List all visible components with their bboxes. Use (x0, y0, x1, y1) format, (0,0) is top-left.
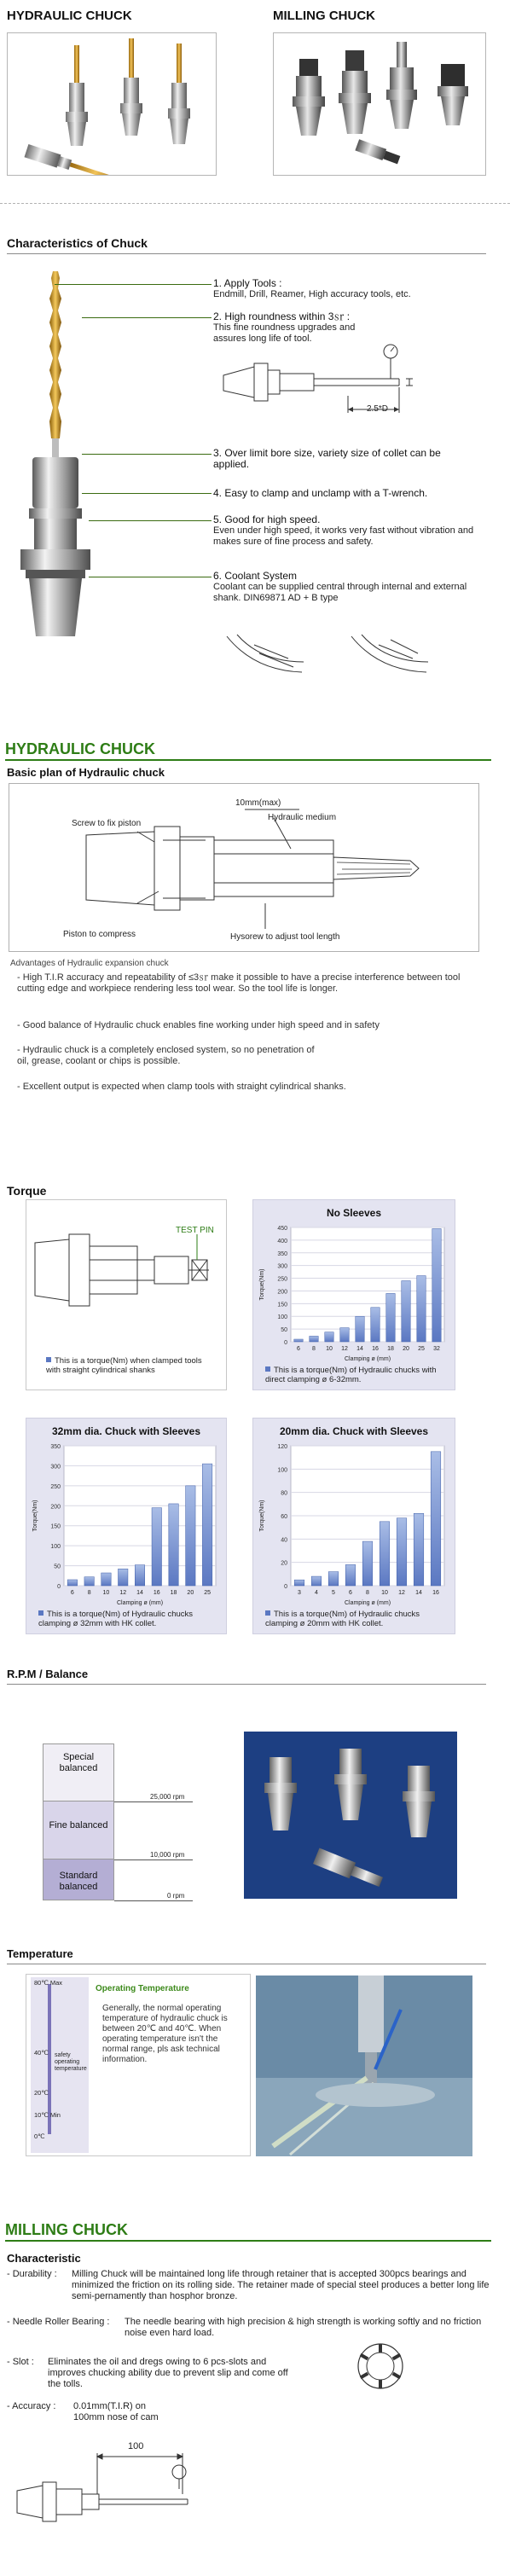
y-tick-label: 60 (281, 1514, 287, 1520)
y-axis-label: Torque(Nm) (32, 1500, 38, 1532)
y-tick-label: 0 (284, 1340, 287, 1346)
rpm-line-25000 (114, 1801, 193, 1802)
caption-square (46, 1357, 51, 1362)
char-item-1-body: Endmill, Drill, Reamer, High accuracy tools, etc. (213, 289, 411, 299)
char-item-6-body: Coolant can be supplied central through internal and external shank. DIN69871 AD + B type (213, 582, 467, 603)
x-tick-label: 12 (119, 1590, 127, 1596)
chuck-illustration (9, 271, 102, 638)
advantage-2: - Good balance of Hydraulic chuck enables fine working under high speed and in safety (17, 1020, 380, 1030)
y-tick-label: 0 (284, 1584, 287, 1590)
slot-text: Eliminates the oil and dregs owing to 6 pcs-slots and improves chucking ability due to prevent slip and come off the tolls. (48, 2357, 288, 2389)
x-tick-label: 18 (170, 1590, 177, 1596)
y-tick-label: 400 (277, 1238, 287, 1244)
operating-temperature-body: Generally, the normal operating temperature of hydraulic chuck is between 20℃ and 40℃. When operating temperature isn't the normal range, pls ask technical information. (102, 2004, 228, 2064)
char-item-2 (213, 311, 375, 345)
test-panel-caption (46, 1356, 213, 1375)
basic-plan-diagram (9, 783, 479, 952)
temp-scale-0: 0℃ (34, 2132, 45, 2140)
leader-line-4 (82, 493, 212, 494)
y-tick-label: 200 (50, 1504, 61, 1511)
bar (84, 1577, 94, 1586)
coolant-system-sketches (220, 628, 476, 679)
char-item-4-lead: 4. Easy to clamp and unclamp with a T-wrench. (213, 487, 428, 499)
x-tick-label: 6 (349, 1590, 352, 1596)
x-tick-label: 16 (153, 1590, 160, 1596)
label-piston: Piston to compress (63, 930, 136, 939)
x-tick-label: 20 (187, 1590, 194, 1596)
x-tick-label: 32 (433, 1346, 440, 1352)
char-item-1-lead: 1. Apply Tools : (213, 277, 282, 289)
x-tick-label: 12 (398, 1590, 405, 1596)
caption-square (265, 1366, 270, 1372)
rpm-label-0: 0 rpm (167, 1892, 185, 1900)
durability-lead: - Durability : (7, 2269, 57, 2279)
x-tick-label: 16 (432, 1590, 439, 1596)
y-tick-label: 250 (277, 1276, 287, 1283)
y-tick-label: 450 (277, 1226, 287, 1232)
char-item-3-lead: 3. Over limit bore size, variety size of collet can be applied. (213, 447, 441, 470)
bar (417, 1276, 426, 1342)
x-tick-label: 6 (70, 1590, 74, 1596)
bar (186, 1486, 195, 1586)
y-tick-label: 40 (281, 1537, 287, 1544)
balanced-chucks-photo (244, 1732, 457, 1899)
leader-line-1 (55, 284, 212, 285)
chart-caption-no-sleeves (265, 1366, 444, 1384)
bar (340, 1328, 349, 1342)
bar (402, 1281, 410, 1342)
temperature-title: Temperature (7, 1947, 73, 1960)
y-tick-label: 20 (281, 1560, 287, 1567)
x-tick-label: 8 (312, 1346, 316, 1352)
chart-caption-text: This is a torque(Nm) of Hydraulic chucks with direct clamping ø 6-32mm. (265, 1366, 437, 1384)
rpm-balance-rule (7, 1684, 486, 1685)
label-screw: Screw to fix piston (72, 819, 142, 828)
char-item-2-lead: 2. High roundness within 3㏛ : (213, 310, 351, 322)
characteristics-title: Characteristics of Chuck (7, 236, 148, 250)
y-tick-label: 200 (277, 1289, 287, 1296)
basic-plan-title: Basic plan of Hydraulic chuck (7, 766, 165, 779)
slot-lead: - Slot : (7, 2357, 34, 2367)
bar (328, 1572, 339, 1586)
advantages-title: Advantages of Hydraulic expansion chuck (10, 959, 169, 968)
hydraulic-section-title: HYDRAULIC CHUCK (5, 740, 155, 757)
chart-title-20mm: 20mm dia. Chuck with Sleeves (279, 1425, 429, 1437)
char-item-1 (213, 278, 478, 300)
bar (414, 1513, 424, 1586)
rpm-line-10000 (114, 1859, 193, 1860)
x-tick-label: 14 (356, 1346, 363, 1352)
bar (380, 1522, 390, 1586)
x-axis-label: Clamping ø (mm) (344, 1356, 391, 1362)
y-tick-label: 150 (50, 1523, 61, 1530)
bar (325, 1332, 333, 1342)
x-tick-label: 18 (387, 1346, 394, 1352)
advantage-1: - High T.I.R accuracy and repeatability of ≤3㏛ make it possible to have a precise interference between tool cutting edge and workpiece rendering less tool wear. So the tool life is longer. (17, 972, 461, 994)
milling-section-rule (5, 2240, 491, 2242)
chart-caption-text: This is a torque(Nm) of Hydraulic chucks clamping ø 20mm with HK collet. (265, 1610, 420, 1628)
y-tick-label: 120 (277, 1444, 287, 1450)
roundness-diagram (220, 341, 433, 435)
x-tick-label: 8 (87, 1590, 91, 1596)
characteristics-rule (7, 253, 486, 254)
milling-characteristic-title: Characteristic (7, 2252, 81, 2265)
label-hysorew: Hysorew to adjust tool length (230, 932, 340, 942)
leader-line-3 (82, 454, 212, 455)
safety-operating-label: safety operating temperature (55, 2052, 87, 2072)
y-tick-label: 0 (57, 1584, 61, 1590)
bar (311, 1576, 322, 1586)
y-tick-label: 150 (277, 1302, 287, 1308)
bar (294, 1580, 304, 1586)
bar (67, 1580, 77, 1586)
x-tick-label: 8 (366, 1590, 369, 1596)
dim-label-25d: 2.5*D (367, 404, 389, 414)
y-tick-label: 50 (281, 1327, 287, 1334)
test-caption-text: This is a torque(Nm) when clamped tools with straight cylindrical shanks (46, 1356, 202, 1375)
bar (356, 1316, 364, 1342)
chart-20mm (253, 1437, 456, 1608)
y-tick-label: 100 (277, 1467, 287, 1474)
hydraulic-chucks-photo (7, 32, 217, 176)
bar (431, 1452, 441, 1586)
rpm-label-25000: 25,000 rpm (150, 1793, 185, 1801)
milling-chuck-header: MILLING CHUCK (273, 9, 375, 23)
rpm-balance-title: R.P.M / Balance (7, 1668, 89, 1680)
y-axis-label: Torque(Nm) (259, 1500, 265, 1532)
char-item-2-body: This fine roundness upgrades and assures long life of tool. (213, 322, 356, 344)
y-tick-label: 50 (54, 1564, 61, 1570)
temp-scale-10: 10℃ Min (34, 2111, 61, 2119)
x-axis-label: Clamping ø (mm) (116, 1600, 164, 1606)
bar (310, 1336, 318, 1342)
operating-temperature-title: Operating Temperature (96, 1984, 189, 1993)
y-tick-label: 300 (277, 1263, 287, 1270)
x-tick-label: 5 (332, 1590, 335, 1596)
x-tick-label: 12 (341, 1346, 348, 1352)
test-pin-label: TEST PIN (176, 1226, 214, 1235)
advantage-4: - Excellent output is expected when clamp tools with straight cylindrical shanks. (17, 1082, 346, 1092)
x-axis-label: Clamping ø (mm) (344, 1600, 391, 1606)
bar (169, 1504, 178, 1586)
caption-square (265, 1610, 270, 1616)
leader-line-5 (89, 520, 212, 521)
chart-no-sleeves (253, 1219, 456, 1364)
milling-chucks-photo (273, 32, 486, 176)
caption-square (38, 1610, 43, 1616)
bar (152, 1508, 161, 1586)
chart-caption-20mm (265, 1610, 444, 1628)
y-tick-label: 250 (50, 1483, 61, 1490)
char-item-6 (213, 571, 469, 604)
x-tick-label: 10 (326, 1346, 333, 1352)
bar (202, 1464, 212, 1586)
chart-caption-text: This is a torque(Nm) of Hydraulic chucks clamping ø 32mm with HK collet. (38, 1610, 194, 1628)
leader-line-2 (82, 317, 212, 318)
needle-text: The needle bearing with high precision & high strength is working softly and no friction noise even hard load. (125, 2317, 482, 2338)
x-tick-label: 3 (298, 1590, 301, 1596)
dim-100-label: 100 (128, 2441, 144, 2451)
y-tick-label: 80 (281, 1490, 287, 1497)
bar (101, 1573, 111, 1586)
durability-text: Milling Chuck will be maintained long life through retainer that is accepted 300pcs bearings and minimized the friction on its rolling side. The retainer made of special steel produces a better long life semi-pernamently than hosphor bronze. (72, 2269, 490, 2301)
balance-label-special: Special balanced (59, 1752, 98, 1773)
y-tick-label: 300 (50, 1464, 61, 1471)
rpm-label-10000: 10,000 rpm (150, 1851, 185, 1859)
label-medium: Hydraulic medium (268, 813, 337, 822)
balance-label-standard: Standard balanced (59, 1871, 98, 1892)
bar (386, 1293, 395, 1342)
bar (362, 1541, 373, 1586)
chart-32mm (26, 1437, 228, 1608)
chart-title-32mm: 32mm dia. Chuck with Sleeves (51, 1425, 201, 1437)
needle-lead: - Needle Roller Bearing : (7, 2317, 110, 2327)
char-item-5 (213, 514, 486, 548)
y-tick-label: 350 (277, 1250, 287, 1257)
temp-scale-20: 20℃ (34, 2089, 49, 2097)
rpm-line-0 (114, 1900, 193, 1901)
bar (432, 1228, 441, 1342)
bar (294, 1339, 303, 1342)
balance-label-fine: Fine balanced (49, 1820, 108, 1830)
advantage-3: - Hydraulic chuck is a completely enclosed system, so no penetration of oil, grease, coolant or chips is possible. (17, 1045, 315, 1066)
y-tick-label: 100 (277, 1314, 287, 1321)
x-tick-label: 6 (297, 1346, 300, 1352)
x-tick-label: 14 (136, 1590, 143, 1596)
x-tick-label: 20 (403, 1346, 409, 1352)
chart-panel-32mm (26, 1418, 227, 1634)
bar (371, 1308, 380, 1342)
milling-section-title: MILLING CHUCK (5, 2221, 128, 2238)
x-tick-label: 25 (204, 1590, 212, 1596)
accuracy-diagram (12, 2451, 200, 2528)
x-tick-label: 14 (415, 1590, 422, 1596)
y-axis-label: Torque(Nm) (259, 1268, 265, 1301)
chart-title-no-sleeves: No Sleeves (326, 1207, 382, 1219)
char-item-5-lead: 5. Good for high speed. (213, 513, 321, 525)
bar (135, 1565, 144, 1586)
accuracy-text: 0.01mm(T.I.R) on 100mm nose of cam (73, 2401, 159, 2422)
x-tick-label: 10 (102, 1590, 110, 1596)
chart-caption-32mm (38, 1610, 217, 1628)
x-tick-label: 4 (315, 1590, 318, 1596)
bar (397, 1518, 407, 1586)
y-tick-label: 100 (50, 1544, 61, 1551)
machining-coolant-photo (256, 1976, 472, 2156)
bar (345, 1564, 356, 1586)
hydraulic-section-rule (5, 759, 491, 761)
chart-panel-no-sleeves (252, 1199, 455, 1390)
bar (118, 1569, 127, 1586)
torque-title: Torque (7, 1184, 47, 1198)
accuracy-lead: - Accuracy : (7, 2401, 56, 2411)
char-item-5-body: Even under high speed, it works very fast without vibration and makes sure of fine process and safety. (213, 525, 474, 547)
x-tick-label: 25 (418, 1346, 425, 1352)
hydraulic-chuck-header: HYDRAULIC CHUCK (7, 9, 132, 23)
temp-scale-80: 80℃ Max (34, 1979, 63, 1987)
label-max: 10mm(max) (235, 798, 281, 808)
slot-ring-icon (356, 2342, 404, 2390)
top-divider (0, 203, 510, 204)
char-item-6-lead: 6. Coolant System (213, 570, 298, 582)
x-tick-label: 16 (372, 1346, 379, 1352)
chart-panel-20mm (252, 1418, 455, 1634)
y-tick-label: 350 (50, 1444, 61, 1450)
char-item-3 (213, 448, 469, 470)
temp-scale-40: 40℃ (34, 2049, 49, 2057)
x-tick-label: 10 (381, 1590, 388, 1596)
char-item-4 (213, 488, 478, 499)
